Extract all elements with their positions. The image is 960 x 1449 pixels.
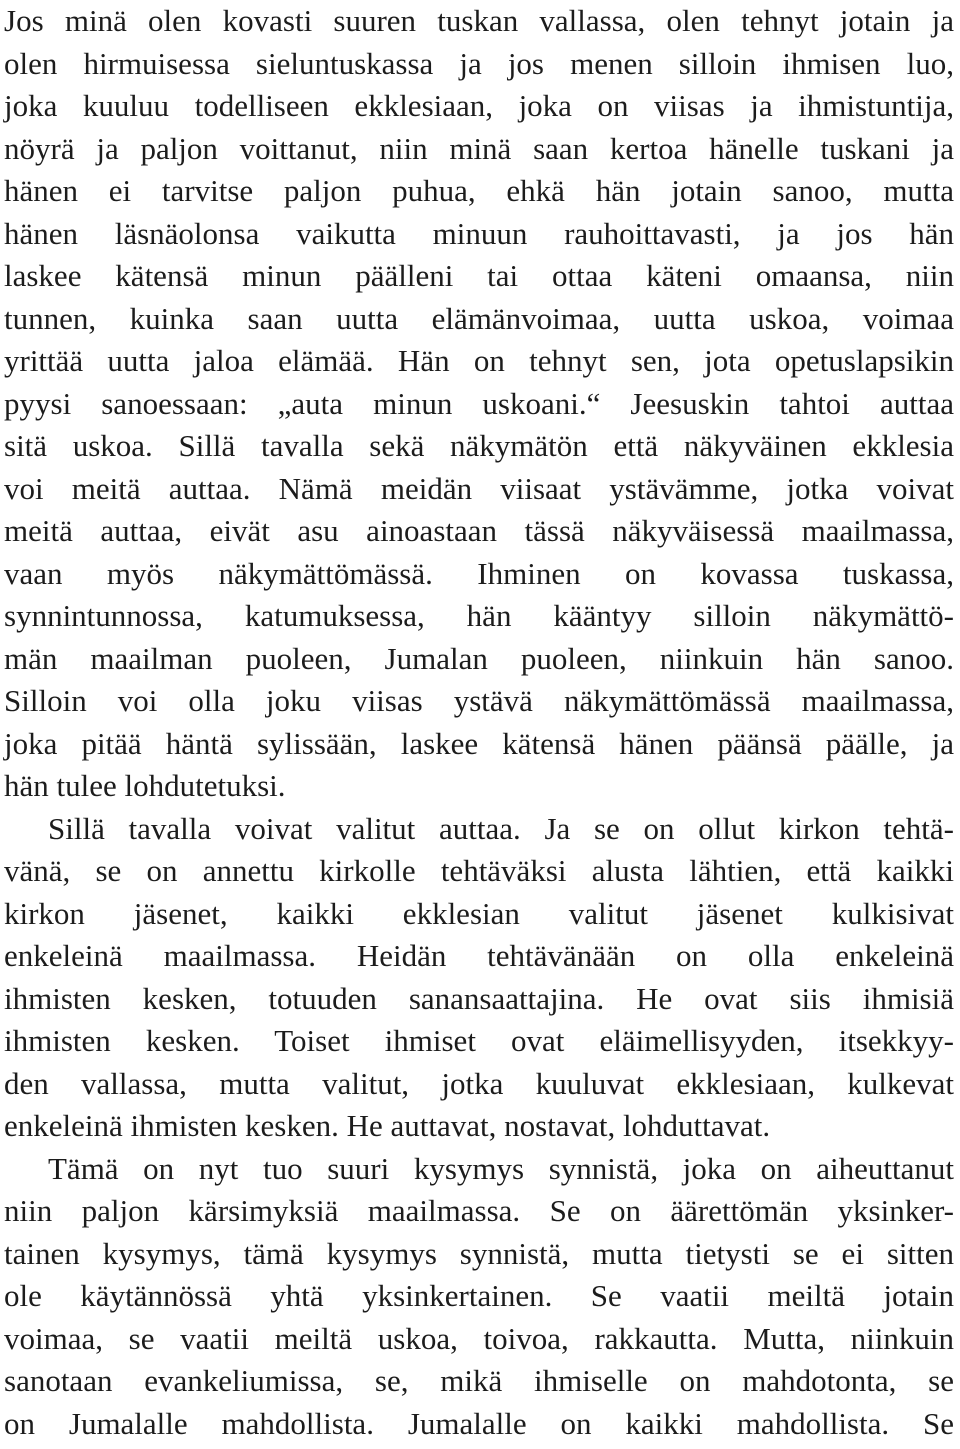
text-line: sanotaan evankeliumissa, se, mikä ihmiselle on mahdotonta, se — [4, 1363, 954, 1398]
paragraph-1 — [4, 0, 954, 808]
text-line: ihmisten kesken. Toiset ihmiset ovat eläimellisyyden, itsekkyy- — [4, 1023, 954, 1058]
text-line: yrittää uutta jaloa elämää. Hän on tehnyt sen, jota opetuslapsikin — [4, 343, 954, 378]
text-line: pyysi sanoessaan: „auta minun uskoani.“ Jeesuskin tahtoi auttaa — [4, 385, 954, 421]
text-line: tunnen, kuinka saan uutta elämänvoimaa, uutta uskoa, voimaa — [4, 300, 954, 336]
text-line: enkeleinä ihmisten kesken. He auttavat, nostavat, lohduttavat. — [4, 1108, 771, 1143]
text-line: Silloin voi olla joku viisas ystävä näkymättömässä maailmassa, — [4, 683, 954, 718]
text-line: Tämä on nyt tuo suuri kysymys synnistä, joka on aiheuttanut — [48, 1150, 954, 1186]
text-line: ole käytännössä yhtä yksinkertainen. Se vaatii meiltä jotain — [4, 1278, 954, 1313]
text-line: joka kuuluu todelliseen ekklesiaan, joka on viisas ja ihmistuntija, — [4, 88, 954, 123]
text-line: on Jumalalle mahdollista. Jumalalle on kaikki mahdollista. Se — [4, 1405, 954, 1441]
text-line: män maailman puoleen, Jumalan puoleen, niinkuin hän sanoo. — [4, 640, 954, 676]
text-line: tainen kysymys, tämä kysymys synnistä, mutta tietysti se ei sitten — [4, 1235, 954, 1271]
text-line: voi meitä auttaa. Nämä meidän viisaat ystävämme, jotka voivat — [4, 470, 954, 506]
text-line: hänen läsnäolonsa vaikutta minuun rauhoittavasti, ja jos hän — [4, 215, 954, 251]
text-line: synnintunnossa, katumuksessa, hän kääntyy silloin näkymättö- — [4, 598, 954, 633]
text-line: Sillä tavalla voivat valitut auttaa. Ja se on ollut kirkon tehtä- — [48, 810, 954, 846]
paragraph-3 — [4, 1148, 954, 1446]
text-line: joka pitää häntä sylissään, laskee kätensä hänen päänsä päälle, ja — [4, 725, 954, 761]
text-line: meitä auttaa, eivät asu ainoastaan tässä näkyväisessä maailmassa, — [4, 513, 954, 548]
document-page — [4, 0, 954, 1445]
text-line: sitä uskoa. Sillä tavalla sekä näkymätön että näkyväinen ekklesia — [4, 428, 954, 463]
text-line: Jos minä olen kovasti suuren tuskan vallassa, olen tehnyt jotain ja — [4, 3, 954, 38]
text-line: ihmisten kesken, totuuden sanansaattajina. He ovat siis ihmisiä — [4, 980, 954, 1016]
text-line: vänä, se on annettu kirkolle tehtäväksi alusta lähtien, että kaikki — [4, 853, 954, 888]
text-line: laskee kätensä minun päälleni tai ottaa käteni omaansa, niin — [4, 258, 954, 293]
text-line: vaan myös näkymättömässä. Ihminen on kovassa tuskassa, — [4, 555, 954, 591]
text-line: voimaa, se vaatii meiltä uskoa, toivoa, rakkautta. Mutta, niinkuin — [4, 1320, 954, 1356]
text-line: niin paljon kärsimyksiä maailmassa. Se on äärettömän yksinker- — [4, 1193, 954, 1228]
text-line: den vallassa, mutta valitut, jotka kuuluvat ekklesiaan, kulkevat — [4, 1065, 954, 1101]
text-line: enkeleinä maailmassa. Heidän tehtävänään on olla enkeleinä — [4, 938, 954, 973]
text-line: hän tulee lohdutetuksi. — [4, 768, 286, 803]
text-line: hänen ei tarvitse paljon puhua, ehkä hän jotain sanoo, mutta — [4, 173, 954, 208]
paragraph-2 — [4, 808, 954, 1148]
text-line: olen hirmuisessa sieluntuskassa ja jos menen silloin ihmisen luo, — [4, 45, 954, 81]
text-line: kirkon jäsenet, kaikki ekklesian valitut jäsenet kulkisivat — [4, 895, 954, 931]
text-line: nöyrä ja paljon voittanut, niin minä saan kertoa hänelle tuskani ja — [4, 130, 954, 166]
